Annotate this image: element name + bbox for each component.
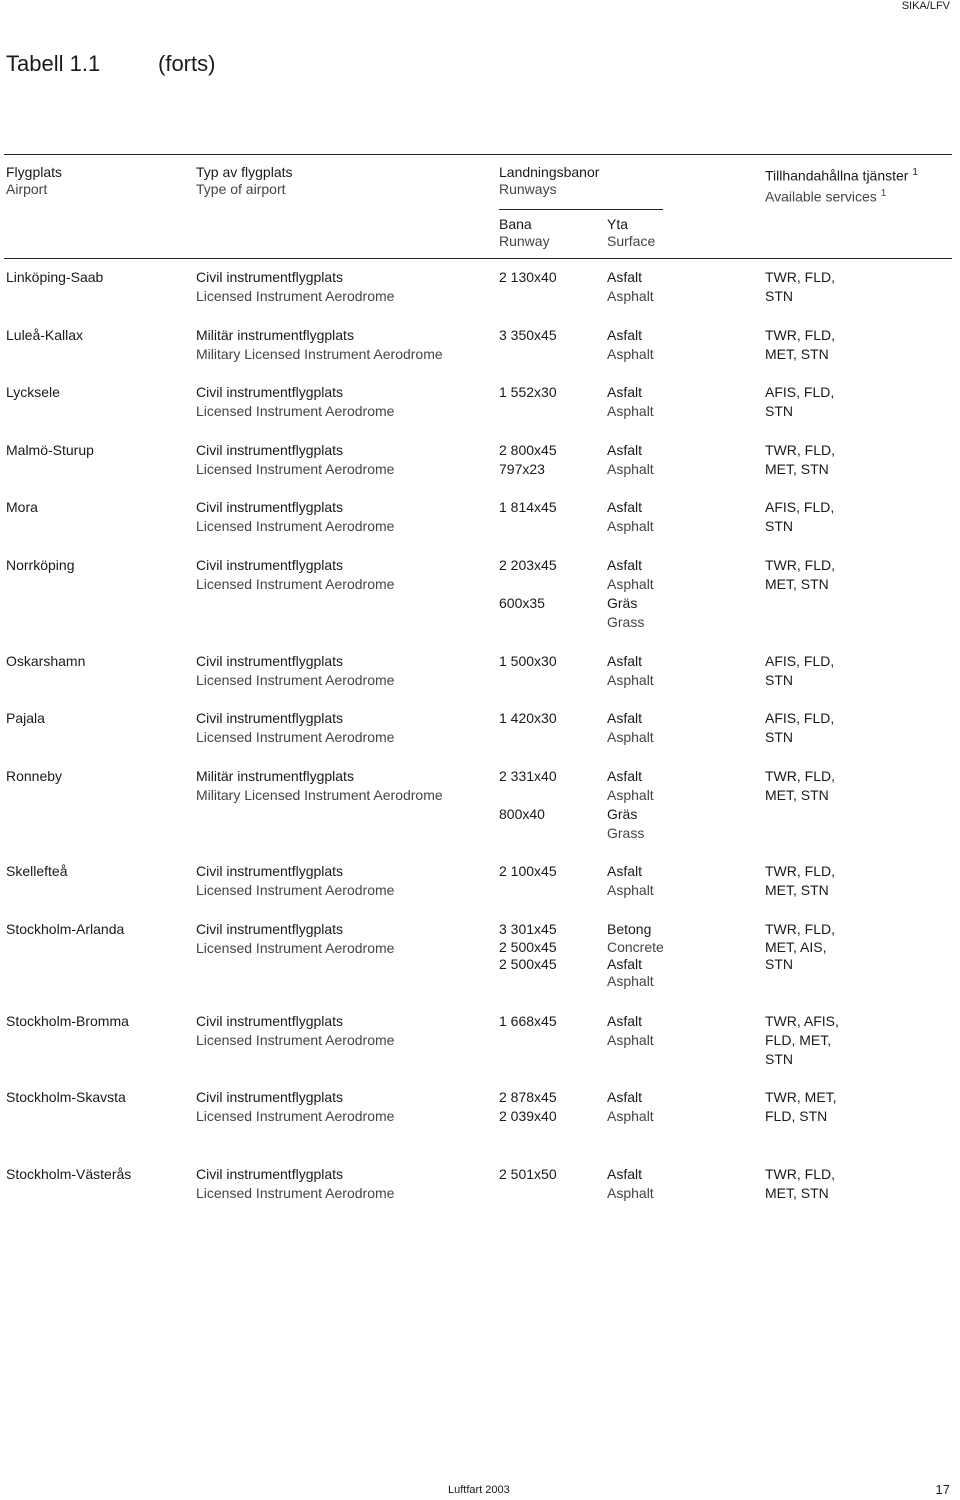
- surface-cell: [607, 326, 654, 364]
- runway-dimension: [499, 1031, 557, 1050]
- airport-type-sv: Civil instrumentflygplats: [196, 653, 344, 669]
- col-services-sv-footnote: 1: [912, 167, 918, 178]
- runway-surface: Asfalt: [607, 557, 643, 573]
- table-title-sub: (forts): [158, 51, 216, 76]
- airport-name: Norrköping: [6, 557, 75, 573]
- airport-name: Stockholm-Arlanda: [6, 921, 125, 937]
- airport-type-en: Licensed Instrument Aerodrome: [196, 940, 395, 956]
- airport-type-sv: Civil instrumentflygplats: [196, 269, 344, 285]
- col-runways-header: [499, 164, 599, 198]
- col-surface-sv: Yta: [607, 216, 629, 232]
- runway-dimension: [499, 973, 557, 990]
- runway-surface: Asfalt: [607, 653, 643, 669]
- airport-name: Stockholm-Västerås: [6, 1166, 132, 1182]
- airport-name-cell: [6, 1088, 126, 1107]
- available-service: FLD, STN: [765, 1108, 828, 1124]
- available-service: MET, STN: [765, 461, 829, 477]
- runways-subheader-rule: [499, 209, 663, 210]
- runway-surface: Asphalt: [607, 973, 654, 989]
- surface-cell: [607, 383, 654, 421]
- col-type-en: Type of airport: [196, 181, 286, 197]
- col-airport-sv: Flygplats: [6, 164, 63, 180]
- runway-surface: Asfalt: [607, 327, 643, 343]
- airport-type-en: Licensed Instrument Aerodrome: [196, 882, 395, 898]
- airport-type-cell: [196, 441, 394, 479]
- runway-dimension: 1 552x30: [499, 384, 557, 400]
- runway-surface: Asphalt: [607, 882, 654, 898]
- runway-dimension: 1 668x45: [499, 1013, 557, 1029]
- header-top-rule: [4, 154, 952, 155]
- surface-cell: [607, 556, 654, 632]
- col-services-en-footnote: 1: [880, 187, 887, 199]
- available-service: TWR, FLD,: [765, 863, 835, 879]
- runway-dimension: 2 039x40: [499, 1108, 557, 1124]
- available-service: STN: [765, 729, 793, 745]
- runway-surface: Grass: [607, 825, 645, 841]
- available-service: TWR, FLD,: [765, 269, 835, 285]
- runway-dimension: 1 500x30: [499, 653, 557, 669]
- available-service: AFIS, FLD,: [765, 384, 835, 400]
- services-cell: [765, 862, 835, 900]
- surface-cell: [607, 920, 664, 990]
- runway-dimension: 2 203x45: [499, 557, 557, 573]
- available-service: TWR, FLD,: [765, 1166, 835, 1182]
- airport-name: Skellefteå: [6, 863, 68, 879]
- surface-cell: [607, 652, 654, 690]
- airport-type-cell: [196, 1088, 394, 1126]
- airport-name-cell: [6, 1165, 131, 1184]
- runway-surface: Asphalt: [607, 518, 654, 534]
- runway-surface: Asphalt: [607, 461, 654, 477]
- available-service: MET, STN: [765, 787, 829, 803]
- runway-dimension: 2 800x45: [499, 442, 557, 458]
- airport-type-en: Licensed Instrument Aerodrome: [196, 1185, 395, 1201]
- airport-name: Linköping-Saab: [6, 269, 104, 285]
- runway-surface: Asfalt: [607, 1089, 643, 1105]
- runway-cell: [499, 652, 557, 690]
- runway-surface: Asphalt: [607, 1108, 654, 1124]
- airport-type-en: Licensed Instrument Aerodrome: [196, 576, 395, 592]
- col-runway-header: [499, 216, 550, 250]
- airport-name-cell: [6, 441, 94, 460]
- available-service: STN: [765, 956, 793, 972]
- surface-cell: [607, 709, 654, 747]
- runway-dimension: 3 350x45: [499, 327, 557, 343]
- services-cell: [765, 1012, 839, 1069]
- airport-type-sv: Civil instrumentflygplats: [196, 921, 344, 937]
- airport-name: Lycksele: [6, 384, 60, 400]
- runway-cell: [499, 1012, 557, 1050]
- airport-type-en: Licensed Instrument Aerodrome: [196, 729, 395, 745]
- runway-cell: [499, 441, 557, 479]
- header-org: SIKA/LFV: [901, 0, 950, 12]
- airport-type-cell: [196, 556, 394, 594]
- runway-dimension: [499, 613, 557, 632]
- airport-type-en: Licensed Instrument Aerodrome: [196, 288, 395, 304]
- airport-type-cell: [196, 1012, 394, 1050]
- airport-type-en: Licensed Instrument Aerodrome: [196, 518, 395, 534]
- page-number: 17: [935, 1482, 950, 1497]
- available-service: STN: [765, 1051, 793, 1067]
- runway-dimension: 2 100x45: [499, 863, 557, 879]
- runway-dimension: [499, 824, 557, 843]
- surface-cell: [607, 862, 654, 900]
- runway-surface: Gräs: [607, 806, 638, 822]
- airport-name-cell: [6, 556, 74, 575]
- available-service: MET, STN: [765, 882, 829, 898]
- services-cell: [765, 498, 834, 536]
- runway-dimension: 2 500x45: [499, 939, 557, 955]
- runway-surface: Asphalt: [607, 346, 654, 362]
- runway-surface: Asphalt: [607, 729, 654, 745]
- runway-cell: [499, 767, 557, 843]
- services-cell: [765, 1165, 835, 1203]
- runway-dimension: [499, 728, 557, 747]
- airport-name-cell: [6, 383, 60, 402]
- airport-type-sv: Civil instrumentflygplats: [196, 384, 344, 400]
- airport-type-sv: Civil instrumentflygplats: [196, 1013, 344, 1029]
- surface-cell: [607, 441, 654, 479]
- table-title: [6, 51, 216, 77]
- services-cell: [765, 441, 835, 479]
- airport-type-en: Licensed Instrument Aerodrome: [196, 1032, 395, 1048]
- runway-surface: Asfalt: [607, 1166, 643, 1182]
- available-service: AFIS, FLD,: [765, 653, 835, 669]
- col-surface-header: [607, 216, 655, 250]
- services-cell: [765, 383, 834, 421]
- runway-surface: Asphalt: [607, 1032, 654, 1048]
- runway-dimension: [499, 881, 557, 900]
- runway-cell: [499, 709, 557, 747]
- runway-cell: [499, 920, 557, 990]
- airport-type-cell: [196, 383, 394, 421]
- airport-type-cell: [196, 1165, 394, 1203]
- available-service: TWR, AFIS,: [765, 1013, 839, 1029]
- col-runways-en: Runways: [499, 181, 557, 197]
- airport-type-sv: Civil instrumentflygplats: [196, 1089, 344, 1105]
- airport-type-cell: [196, 862, 394, 900]
- available-service: STN: [765, 288, 793, 304]
- col-airport-en: Airport: [6, 181, 48, 197]
- runway-surface: Asfalt: [607, 768, 643, 784]
- airport-type-sv: Militär instrumentflygplats: [196, 327, 354, 343]
- runway-dimension: 2 501x50: [499, 1166, 557, 1182]
- available-service: MET, STN: [765, 346, 829, 362]
- runway-surface: Asfalt: [607, 384, 643, 400]
- runway-surface: Gräs: [607, 595, 638, 611]
- runway-dimension: 600x35: [499, 595, 545, 611]
- airport-type-sv: Civil instrumentflygplats: [196, 499, 344, 515]
- airport-name: Oskarshamn: [6, 653, 86, 669]
- airport-type-sv: Civil instrumentflygplats: [196, 710, 344, 726]
- col-runway-en: Runway: [499, 233, 550, 249]
- airport-name: Malmö-Sturup: [6, 442, 94, 458]
- runway-dimension: 1 420x30: [499, 710, 557, 726]
- runway-dimension: 800x40: [499, 806, 545, 822]
- runway-cell: [499, 498, 557, 536]
- airport-type-en: Licensed Instrument Aerodrome: [196, 461, 395, 477]
- airport-name-cell: [6, 498, 38, 517]
- airport-type-sv: Civil instrumentflygplats: [196, 557, 344, 573]
- col-services-header: [765, 164, 918, 205]
- surface-cell: [607, 1088, 654, 1126]
- airport-name-cell: [6, 1012, 129, 1031]
- col-runway-sv: Bana: [499, 216, 532, 232]
- runway-surface: Asphalt: [607, 1185, 654, 1201]
- airport-type-cell: [196, 767, 443, 805]
- airport-type-cell: [196, 498, 394, 536]
- runway-dimension: 2 500x45: [499, 956, 557, 972]
- runway-dimension: 797x23: [499, 461, 545, 477]
- airport-name-cell: [6, 920, 124, 939]
- airport-name: Mora: [6, 499, 38, 515]
- airport-name-cell: [6, 767, 62, 786]
- surface-cell: [607, 767, 654, 843]
- header-bottom-rule: [4, 258, 952, 259]
- services-cell: [765, 920, 835, 973]
- footer-publication: Luftfart 2003: [448, 1484, 510, 1496]
- airport-type-sv: Militär instrumentflygplats: [196, 768, 354, 784]
- runway-cell: [499, 1088, 557, 1126]
- available-service: TWR, FLD,: [765, 768, 835, 784]
- services-cell: [765, 1088, 837, 1126]
- runway-surface: Concrete: [607, 939, 664, 955]
- available-service: AFIS, FLD,: [765, 499, 835, 515]
- runway-surface: Asphalt: [607, 403, 654, 419]
- airport-type-sv: Civil instrumentflygplats: [196, 442, 344, 458]
- services-cell: [765, 767, 835, 805]
- runway-surface: Asphalt: [607, 672, 654, 688]
- runway-dimension: [499, 671, 557, 690]
- col-surface-en: Surface: [607, 233, 656, 249]
- airport-name: Ronneby: [6, 768, 63, 784]
- runway-dimension: [499, 517, 557, 536]
- surface-cell: [607, 1165, 654, 1203]
- col-services-en: Available services: [765, 188, 877, 205]
- airport-name-cell: [6, 326, 83, 345]
- runway-surface: Asphalt: [607, 288, 654, 304]
- runway-surface: Grass: [607, 614, 645, 630]
- airport-name-cell: [6, 709, 45, 728]
- runway-surface: Asfalt: [607, 442, 643, 458]
- runway-cell: [499, 862, 557, 900]
- available-service: TWR, FLD,: [765, 557, 835, 573]
- col-type-sv: Typ av flygplats: [196, 164, 293, 180]
- runway-cell: [499, 268, 557, 306]
- available-service: TWR, FLD,: [765, 921, 835, 937]
- col-services-en-line: [765, 185, 918, 206]
- col-airport-header: [6, 164, 62, 198]
- runway-surface: Asphalt: [607, 787, 654, 803]
- airport-name-cell: [6, 652, 85, 671]
- table-title-main: Tabell 1.1: [6, 51, 101, 76]
- airport-type-en: Licensed Instrument Aerodrome: [196, 403, 395, 419]
- available-service: AFIS, FLD,: [765, 710, 835, 726]
- runway-dimension: [499, 786, 557, 805]
- available-service: STN: [765, 403, 793, 419]
- airport-type-sv: Civil instrumentflygplats: [196, 1166, 344, 1182]
- available-service: FLD, MET,: [765, 1032, 832, 1048]
- runway-dimension: [499, 345, 557, 364]
- runway-dimension: 2 130x40: [499, 269, 557, 285]
- airport-name: Luleå-Kallax: [6, 327, 84, 343]
- runway-dimension: 2 878x45: [499, 1089, 557, 1105]
- airport-name-cell: [6, 268, 103, 287]
- runway-surface: Betong: [607, 921, 652, 937]
- runway-surface: Asfalt: [607, 269, 643, 285]
- services-cell: [765, 268, 835, 306]
- airport-type-en: Military Licensed Instrument Aerodrome: [196, 787, 443, 803]
- services-cell: [765, 652, 834, 690]
- col-services-sv-line: [765, 164, 918, 185]
- runway-cell: [499, 1165, 557, 1203]
- runway-dimension: 1 814x45: [499, 499, 557, 515]
- runway-cell: [499, 383, 557, 421]
- runway-dimension: [499, 402, 557, 421]
- available-service: MET, STN: [765, 1185, 829, 1201]
- runway-dimension: [499, 1184, 557, 1203]
- surface-cell: [607, 1012, 654, 1050]
- available-service: TWR, FLD,: [765, 327, 835, 343]
- airport-type-cell: [196, 268, 394, 306]
- runway-cell: [499, 556, 557, 632]
- airport-type-cell: [196, 326, 443, 364]
- available-service: MET, AIS,: [765, 939, 827, 955]
- surface-cell: [607, 498, 654, 536]
- airport-type-sv: Civil instrumentflygplats: [196, 863, 344, 879]
- runway-dimension: 2 331x40: [499, 768, 557, 784]
- runway-dimension: [499, 287, 557, 306]
- runway-surface: Asfalt: [607, 863, 643, 879]
- airport-name-cell: [6, 862, 67, 881]
- runway-surface: Asphalt: [607, 576, 654, 592]
- airport-type-cell: [196, 920, 394, 958]
- runway-surface: Asfalt: [607, 956, 643, 972]
- col-services-sv: Tillhandahållna tjänster: [765, 167, 909, 184]
- available-service: STN: [765, 518, 793, 534]
- airport-name: Pajala: [6, 710, 45, 726]
- airport-type-en: Military Licensed Instrument Aerodrome: [196, 346, 443, 362]
- airport-name: Stockholm-Skavsta: [6, 1089, 126, 1105]
- runway-surface: Asfalt: [607, 499, 643, 515]
- available-service: MET, STN: [765, 576, 829, 592]
- airport-type-cell: [196, 652, 394, 690]
- airport-name: Stockholm-Bromma: [6, 1013, 129, 1029]
- runway-dimension: [499, 575, 557, 594]
- airport-type-en: Licensed Instrument Aerodrome: [196, 1108, 395, 1124]
- surface-cell: [607, 268, 654, 306]
- services-cell: [765, 709, 834, 747]
- col-runways-sv: Landningsbanor: [499, 164, 600, 180]
- available-service: TWR, MET,: [765, 1089, 837, 1105]
- available-service: TWR, FLD,: [765, 442, 835, 458]
- available-service: STN: [765, 672, 793, 688]
- runway-surface: Asfalt: [607, 1013, 643, 1029]
- airport-type-en: Licensed Instrument Aerodrome: [196, 672, 395, 688]
- airport-type-cell: [196, 709, 394, 747]
- services-cell: [765, 326, 835, 364]
- col-type-header: [196, 164, 293, 198]
- runway-dimension: 3 301x45: [499, 921, 557, 937]
- runway-surface: Asfalt: [607, 710, 643, 726]
- services-cell: [765, 556, 835, 594]
- runway-cell: [499, 326, 557, 364]
